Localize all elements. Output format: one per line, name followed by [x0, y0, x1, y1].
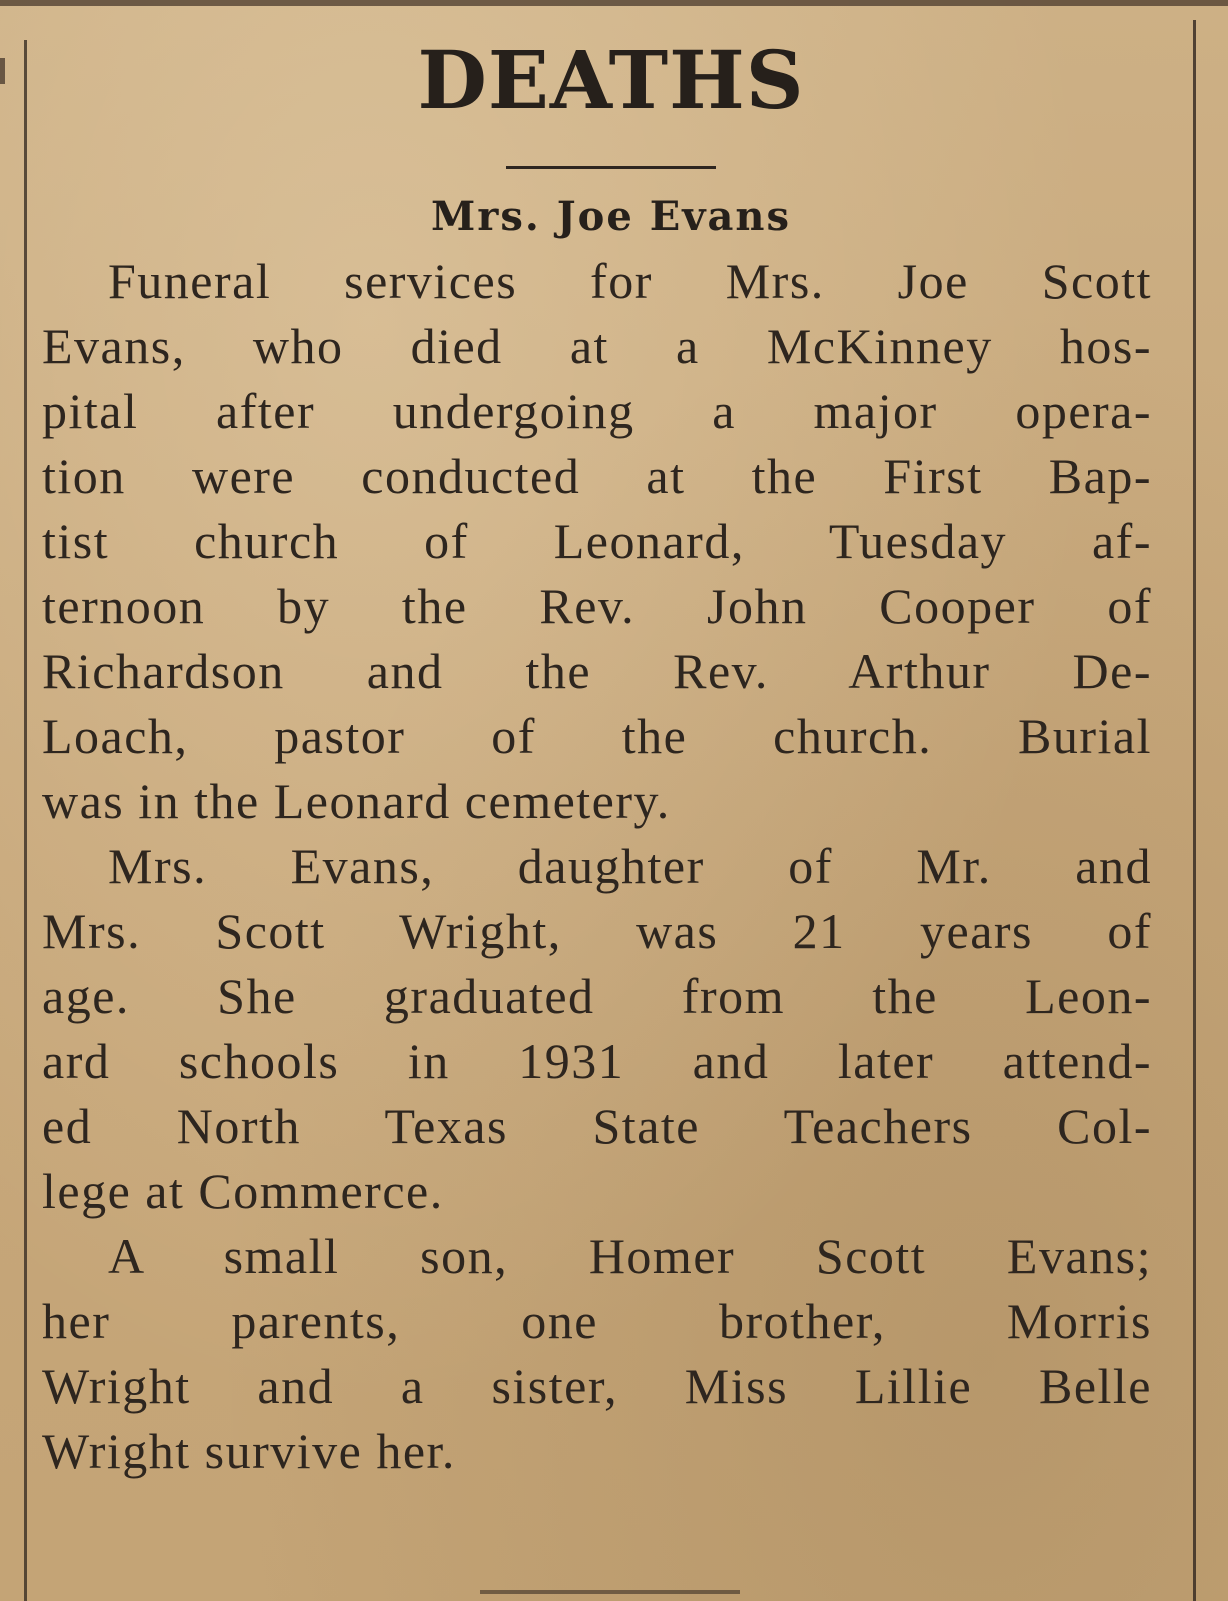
text-line: ard schools in 1931 and later attend- — [42, 1033, 1152, 1089]
text-line: Richardson and the Rev. Arthur De- — [42, 643, 1152, 699]
text-line: tion were conducted at the First Bap- — [42, 448, 1152, 504]
left-column-rule — [24, 40, 27, 1601]
text-line: Funeral services for Mrs. Joe Scott — [108, 253, 1152, 309]
section-headline: DEATHS — [417, 33, 805, 127]
text-line: tist church of Leonard, Tuesday af- — [42, 513, 1152, 569]
text-line: Loach, pastor of the church. Burial — [42, 708, 1152, 764]
text-line: Evans, who died at a McKinney hos- — [42, 318, 1152, 374]
text-line: Mrs. Evans, daughter of Mr. and — [108, 838, 1152, 894]
text-line: Wright and a sister, Miss Lillie Belle — [42, 1358, 1152, 1414]
left-margin-mark — [0, 58, 5, 84]
text-line: age. She graduated from the Leon- — [42, 968, 1152, 1024]
text-line: ed North Texas State Teachers Col- — [42, 1098, 1152, 1154]
text-line: ternoon by the Rev. John Cooper of — [42, 578, 1152, 634]
bottom-border-rule — [480, 1590, 740, 1594]
text-line: Mrs. Scott Wright, was 21 years of — [42, 903, 1152, 959]
text-line: pital after undergoing a major opera- — [42, 383, 1152, 439]
text-line: her parents, one brother, Morris — [42, 1293, 1152, 1349]
text-line: Wright survive her. — [42, 1423, 456, 1479]
top-border-rule — [0, 0, 1228, 6]
right-column-rule — [1193, 20, 1196, 1601]
headline-divider — [506, 166, 716, 169]
obituary-body — [42, 249, 1180, 1484]
obituary-column — [42, 30, 1180, 1484]
obituary-title: Mrs. Joe Evans — [431, 193, 791, 240]
text-line: lege at Commerce. — [42, 1163, 444, 1219]
text-line: was in the Leonard cemetery. — [42, 773, 671, 829]
text-line: A small son, Homer Scott Evans; — [108, 1228, 1152, 1284]
